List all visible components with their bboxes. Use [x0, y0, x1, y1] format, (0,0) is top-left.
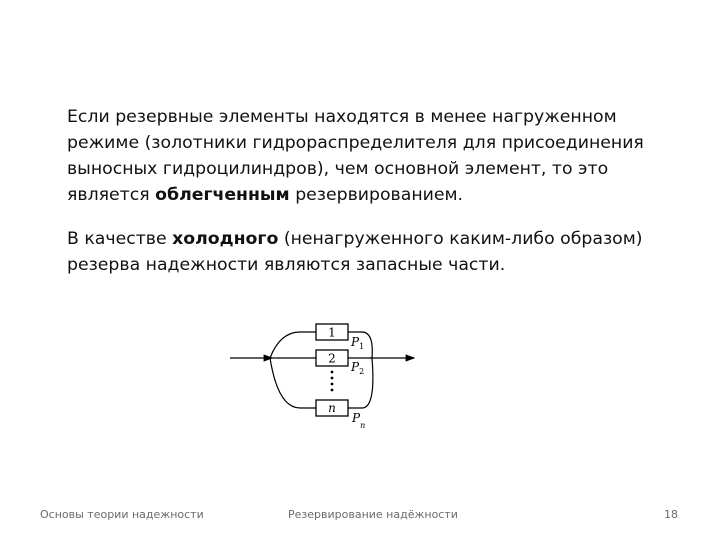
footer-section-title: Резервирование надёжности: [288, 508, 458, 521]
svg-text:n: n: [328, 401, 336, 415]
term-cold: холодного: [172, 229, 279, 249]
block-2: [316, 350, 348, 366]
svg-text:2: 2: [328, 351, 336, 366]
content-text: [67, 104, 677, 278]
page-number: 18: [664, 508, 678, 521]
prob-label-n: $P_n$: [352, 411, 366, 430]
redundancy-block-diagram: [230, 315, 440, 435]
footer-course-title: Основы теории надежности: [40, 508, 204, 521]
paragraph-cold-reserve: В качестве холодного (ненагруженного каким-либо образом) резерва надежности являются запасные части.: [67, 229, 643, 275]
svg-text:1: 1: [328, 325, 336, 340]
prob-label-2: $P_2$: [351, 360, 365, 376]
prob-label-1: $P_1$: [351, 335, 365, 351]
paragraph-lightweight-redundancy: Если резервные элементы находятся в менее нагруженном режиме (золотники гидрораспределителя для присоединения выносных гидроцилиндров), чем основной элемент, то это является облегченным резервированием.: [67, 107, 644, 205]
left-branch-bottom: [270, 358, 316, 408]
left-branch-top: [270, 332, 316, 358]
ellipsis-dots: [331, 371, 334, 392]
block-n: [316, 400, 348, 416]
term-lightweight: облегченным: [155, 185, 290, 205]
block-1: [316, 324, 348, 340]
